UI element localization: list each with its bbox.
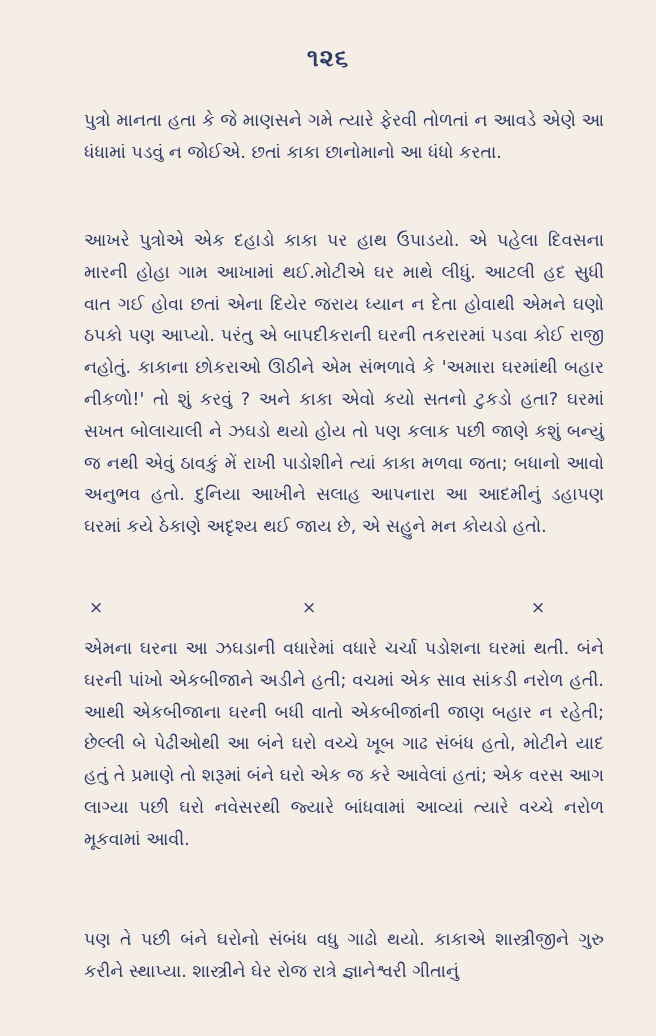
paragraph-1: પુત્રો માનતા હતા કે જે માણસને ગમે ત્યારે ફેરવી તોળતાં ન આવડે એણે આ ધંધામાં પડવું ન જોઈએ. છતાં કાકા છાનોમાનો આ ધંધો કરતા.	[84, 111, 604, 163]
paragraph-4: પણ તે પછી બંને ઘરોનો સંબંધ વધુ ગાઢો થયો. કાકાએ શાસ્ત્રીજીને ગુરુ કરીને સ્થાપ્યા. શાસ્ત્રીને ઘેર રોજ રાત્રે જ્ઞાનેશ્વરી ગીતાનું	[84, 930, 604, 982]
page-number: ૧૨૬	[306, 44, 350, 72]
paragraph-2: આખરે પુત્રોએ એક દહાડો કાકા પર હાથ ઉપાડયો. એ પહેલા દિવસના મારની હોહા ગામ આખામાં થઈ.મોટીએ ઘર માથે લીધું. આટલી હદ સુધી વાત ગઈ હોવા છતાં એના દિયેર જરાય ધ્યાન ન દેતા હોવાથી એમને ઘણો ઠપકો પણ આપ્યો. પરંતુ એ બાપદીકરાની ઘરની તકરારમાં પડવા કોઈ રાજી નહોતું. કાકાના છોકરાઓ ઊઠીને એમ સંભળાવે કે 'અમારા ઘરમાંથી બહાર નીકળો!' તો શું કરવું ? અને કાકા એવો કયો સતનો ટુકડો હતા? ઘરમાં સખત બોલાચાલી ને ઝઘડો થયો હોય તો પણ કલાક પછી જાણે કશું બન્યું જ નથી એવું ઠાવકું મેં રાખી પાડોશીને ત્યાં કાકા મળવા જતા; બધાનો આવો અનુભવ હતો. દુનિયા આખીને સલાહ આપનારા આ આદમીનું ડહાપણ ઘરમાં કયે ઠેકાણે અદૃશ્ય થઈ જાય છે, એ સહુને મન કોયડો હતો.	[84, 231, 605, 538]
paragraph-3: એમના ઘરના આ ઝઘડાની વધારેમાં વધારે ચર્ચા પડોશના ઘરમાં થતી. બંને ઘરની પાંખો એકબીજાને અડીને હતી; વચમાં એક સાવ સાંકડી નરોળ હતી. આથી એકબીજાના ઘરની બધી વાતો એકબીજાંની જાણ બહાર ન રહેતી; છેલ્લી બે પેઢીઓથી આ બંને ઘરો વચ્ચે ખૂબ ગાઢ સંબંધ હતો, મોટીને યાદ હતું તે પ્રમાણે તો શરૂમાં બંને ઘરો એક જ કરે આવેલાં હતાં; એક વરસ આગ લાગ્યા પછી ઘરો નવેસરથી જ્યારે બાંધવામાં આવ્યાં ત્યારે વચ્ચે નરોળ મૂકવામાં આવી.	[84, 639, 604, 850]
divider-mark: ×	[531, 598, 546, 618]
divider-mark: ×	[89, 598, 104, 618]
divider-mark: ×	[302, 598, 317, 618]
section-divider	[0, 596, 656, 620]
